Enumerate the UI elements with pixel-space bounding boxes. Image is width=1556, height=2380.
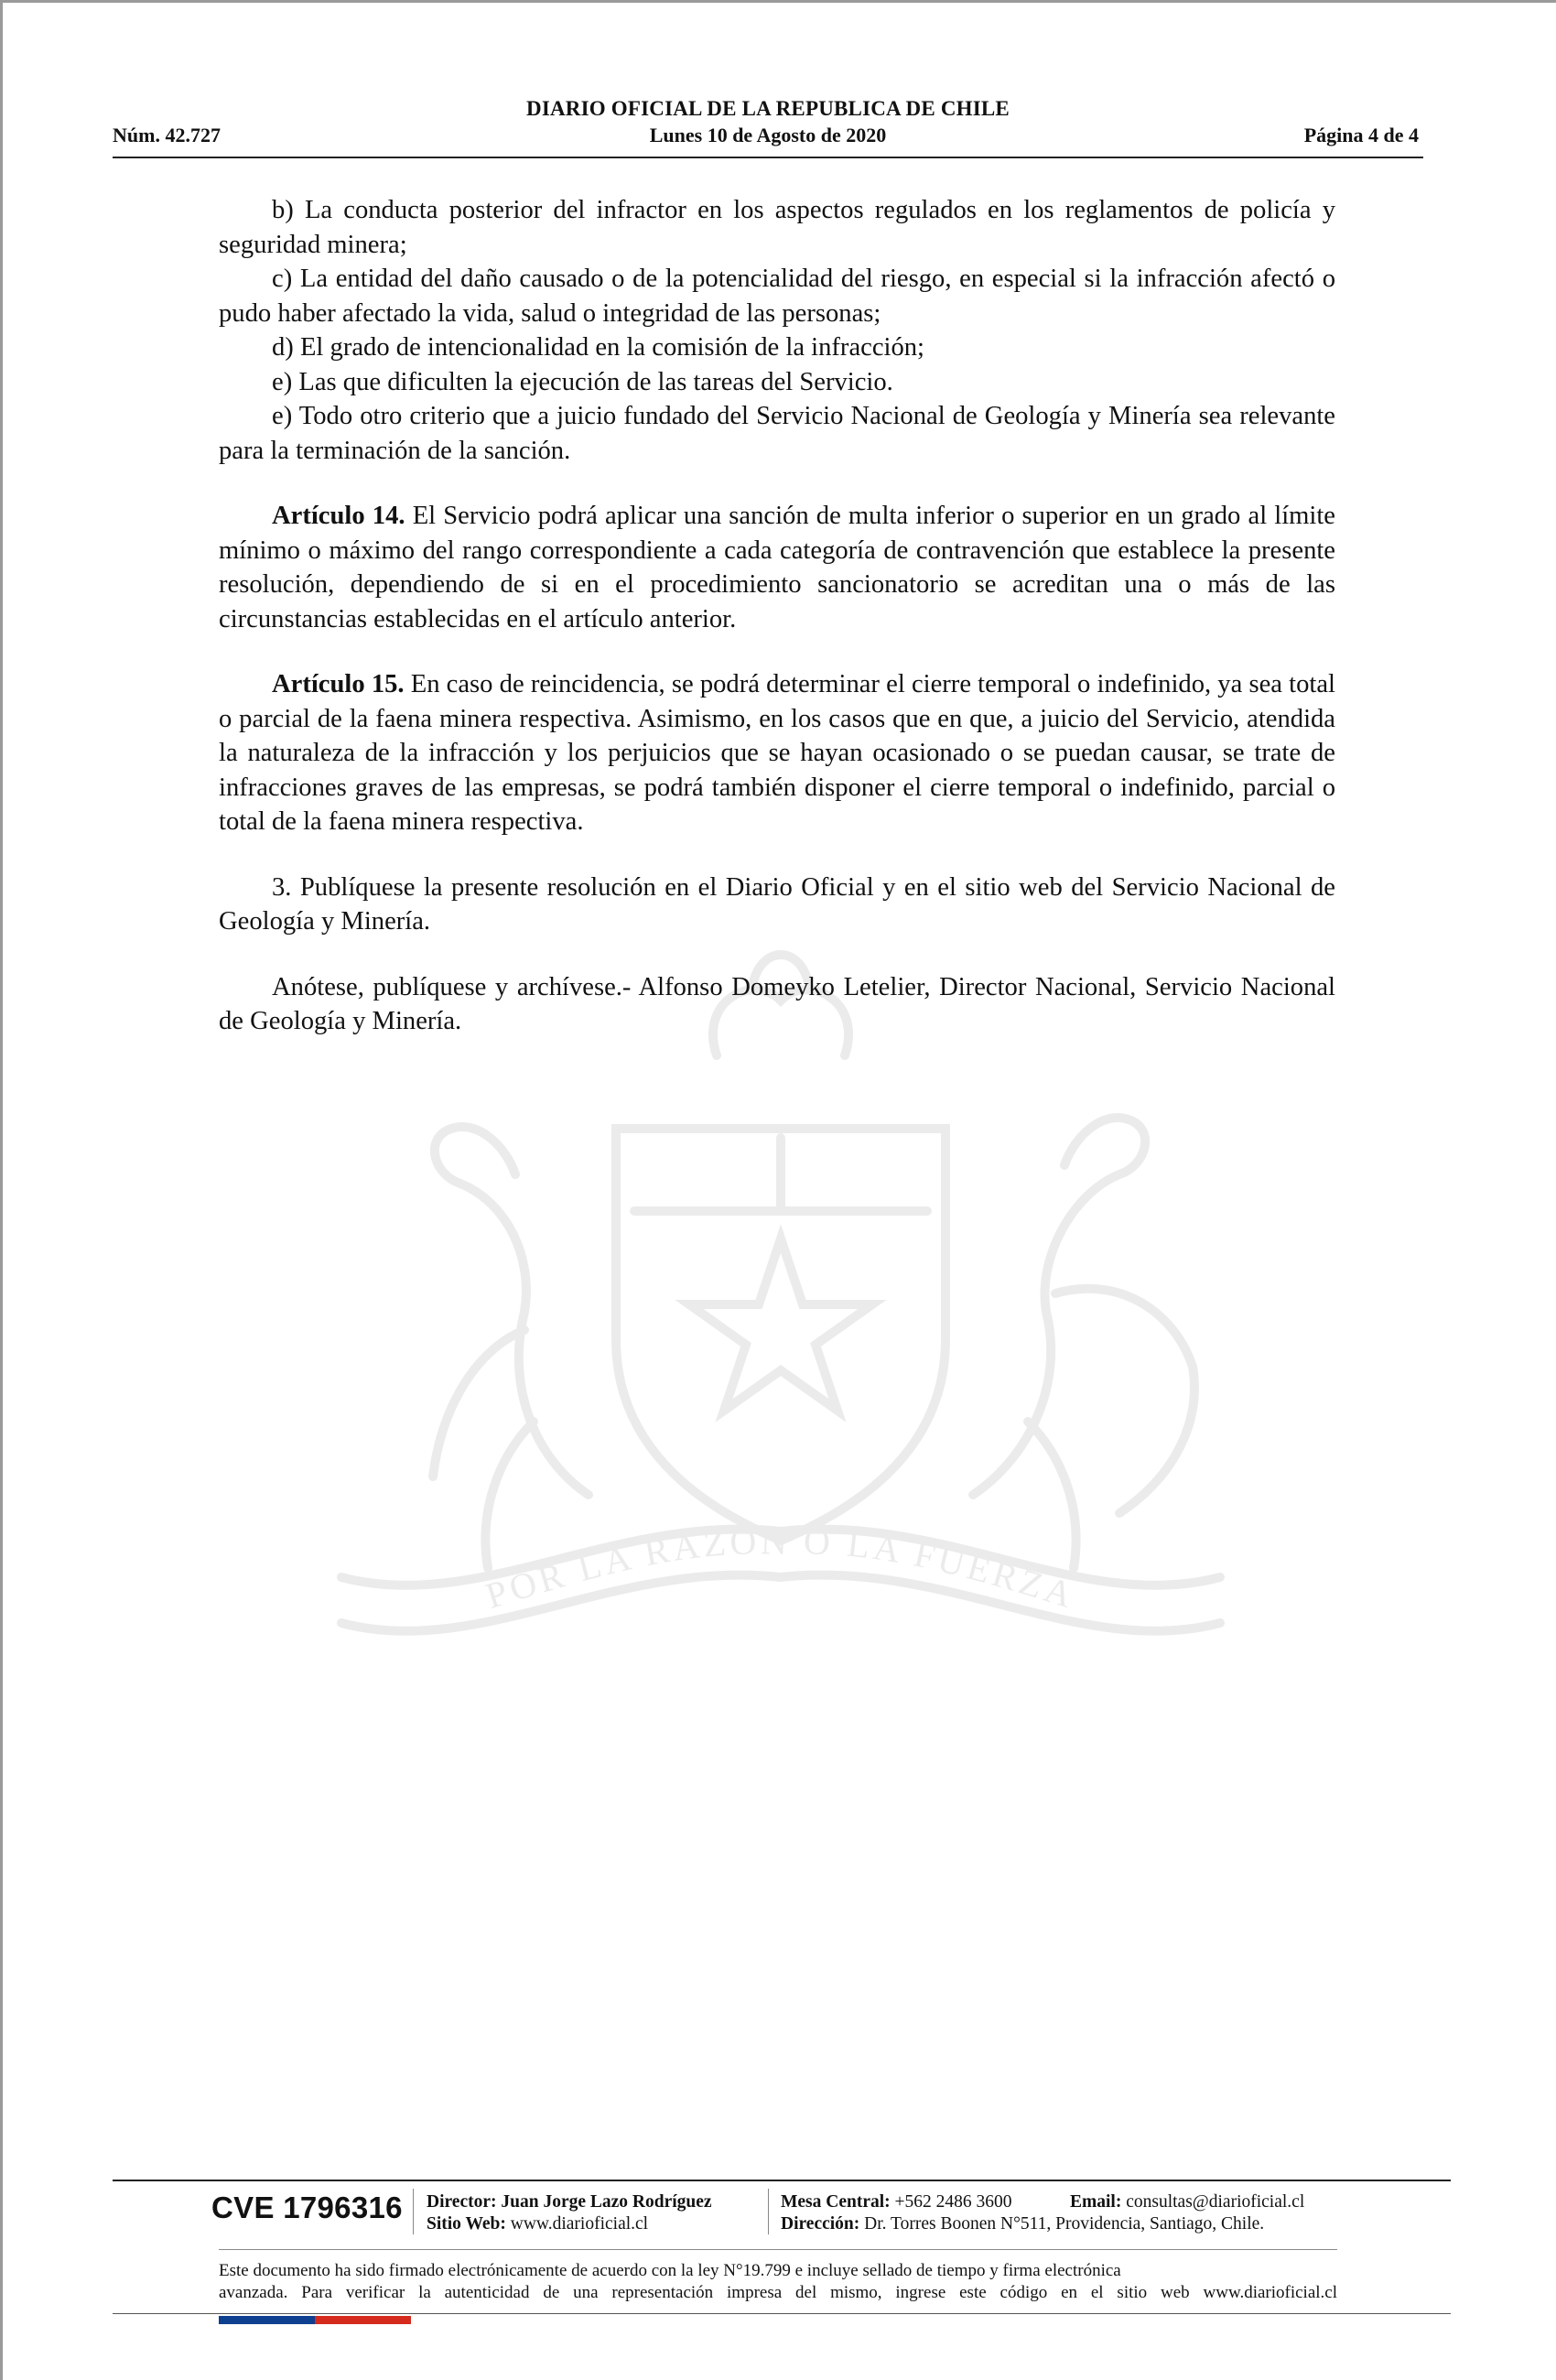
closing-paragraph: Anótese, publíquese y archívese.- Alfonso Domeyko Letelier, Director Nacional, Servicio Nacional de Geología y Minería. (219, 972, 1335, 1035)
footer-separator-2 (768, 2189, 769, 2234)
director-name: Juan Jorge Lazo Rodríguez (501, 2192, 712, 2212)
address-label: Dirección: (781, 2214, 860, 2234)
article-14-label: Artículo 14. (272, 502, 405, 530)
item-e2-paragraph: e) Todo otro criterio que a juicio fundado del Servicio Nacional de Geología y Minería sea relevante para la terminación de la sanción. (219, 402, 1335, 465)
email-label: Email: (1070, 2192, 1122, 2212)
item-b-paragraph: b) La conducta posterior del infractor en los aspectos regulados en los reglamentos de policía y seguridad minera; (219, 196, 1335, 259)
publish-paragraph: 3. Publíquese la presente resolución en el Diario Oficial y en el sitio web del Servicio Nacional de Geología y Minería. (219, 872, 1335, 936)
cve-code: CVE 1796316 (211, 2191, 403, 2224)
article-body (219, 193, 1335, 1039)
article-14-paragraph (219, 499, 1335, 636)
director-line (427, 2191, 712, 2213)
issue-number: Núm. 42.727 (113, 124, 221, 146)
footer-separator-1 (413, 2189, 414, 2234)
footer-divider-top (113, 2180, 1451, 2181)
address-line (781, 2213, 1264, 2235)
item-e1-paragraph: e) Las que dificulten la ejecución de las tareas del Servicio. (272, 367, 893, 396)
item-d-paragraph: d) El grado de intencionalidad en la comisión de la infracción; (272, 333, 925, 362)
watermark-motto: POR LA RAZON O LA FUERZA (481, 1520, 1081, 1617)
legal-line-1: Este documento ha sido firmado electrónicamente de acuerdo con la ley N°19.799 e incluye sellado de tiempo y firma electrónica (219, 2261, 1121, 2280)
electronic-signature-notice (219, 2260, 1337, 2304)
footer-divider-mid (219, 2249, 1337, 2250)
page-number: Página 4 de 4 (1303, 124, 1419, 146)
phone-line (781, 2191, 1012, 2213)
website-link[interactable]: www.diarioficial.cl (510, 2214, 649, 2234)
email-line (1070, 2191, 1304, 2213)
article-15-paragraph (219, 667, 1335, 839)
article-15-text: En caso de reincidencia, se podrá determinar el cierre temporal o indefinido, ya sea total o parcial de la faena minera respectiva. Asimismo, en los casos que en que, a juicio del Servicio, atendida la naturaleza de la infracción y los perjuicios que se hayan ocasionado o se puedan causar, se trate de infracciones graves de las empresas, se podrá también disponer el cierre temporal o indefinido, parcial o total de la faena minera respectiva. (219, 670, 1335, 836)
email-link[interactable]: consultas@diarioficial.cl (1126, 2192, 1305, 2212)
issue-date: Lunes 10 de Agosto de 2020 (649, 124, 887, 146)
legal-line-2: avanzada. Para verificar la autenticidad de una representación impresa del mismo, ingrese este código en el sitio web www.diarioficial.cl (219, 2283, 1337, 2302)
coat-of-arms-watermark (204, 946, 1357, 1678)
gazette-title: DIARIO OFICIAL DE LA REPUBLICA DE CHILE (526, 97, 1010, 120)
item-c-paragraph: c) La entidad del daño causado o de la potencialidad del riesgo, en especial si la infracción afectó o pudo haber afectado la vida, salud o integridad de las personas; (219, 265, 1335, 328)
address-text: Dr. Torres Boonen N°511, Providencia, Santiago, Chile. (864, 2214, 1265, 2234)
flag-stripe-red (315, 2316, 411, 2324)
header-divider (113, 157, 1423, 158)
website-label: Sitio Web: (427, 2214, 506, 2234)
footer-divider-bottom (113, 2313, 1451, 2314)
phone-number: +562 2486 3600 (894, 2192, 1012, 2212)
phone-label: Mesa Central: (781, 2192, 891, 2212)
article-14-text: El Servicio podrá aplicar una sanción de multa inferior o superior en un grado al límite mínimo o máximo del rango correspondiente a cada categoría de contravención que establece la presente resolución, dependiendo de si en el procedimiento sancionatorio se acreditan una o más de las circunstancias establecidas en el artículo anterior. (219, 502, 1335, 633)
article-15-label: Artículo 15. (272, 670, 405, 698)
website-line (427, 2213, 648, 2235)
flag-stripe-blue (219, 2316, 315, 2324)
director-label: Director: (427, 2192, 497, 2212)
